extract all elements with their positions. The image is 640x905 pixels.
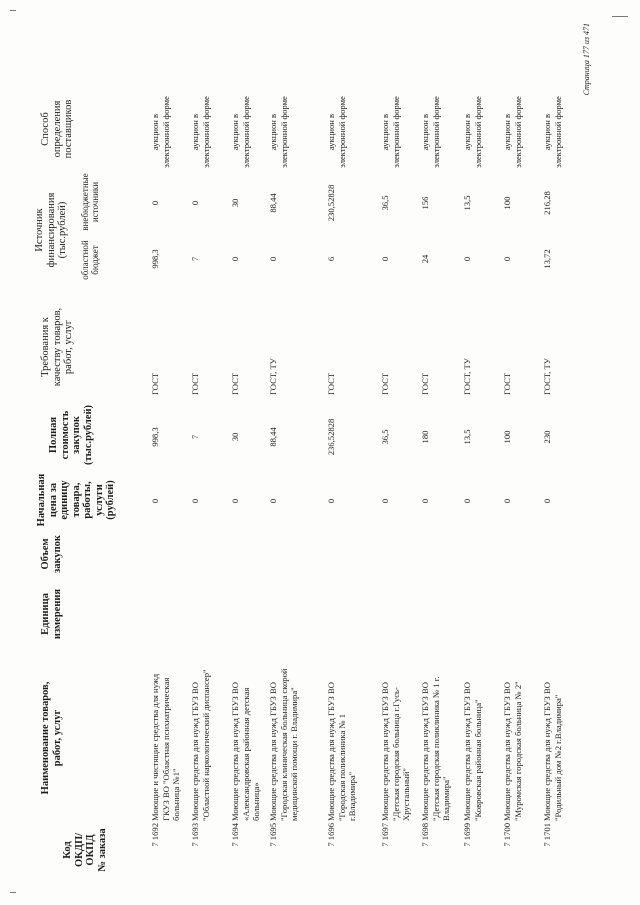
row-regional-budget: 0: [462, 256, 472, 262]
row-unit-price: 0: [502, 498, 512, 504]
row-code: 7 1699: [462, 823, 472, 847]
row-extrabudget: 156: [420, 196, 430, 210]
rotated-table: [22, 21, 622, 883]
row-total-cost: 180: [420, 430, 430, 444]
row-requirements: ГОСТ: [150, 372, 160, 395]
row-requirements: ГОСТ, ТУ: [268, 358, 278, 395]
row-extrabudget: 230,52828: [326, 184, 336, 222]
row-requirements: ГОСТ: [502, 372, 512, 395]
row-name: Моющие средства для нужд ГБУЗ ВО "Ковровская районная больница": [462, 682, 483, 821]
header-method: [40, 93, 152, 165]
row-requirements: ГОСТ, ТУ: [542, 358, 552, 395]
row-code: 7 1701: [542, 823, 552, 847]
row-method: аукцион в электронной форме: [326, 96, 347, 168]
row-requirements: ГОСТ: [326, 372, 336, 395]
row-method: аукцион в электронной форме: [190, 96, 211, 168]
row-method: аукцион в электронной форме: [420, 96, 441, 168]
row-name: Моющие и чистящие средства для нужд ГКУЗ ВО "Областная психиатрическая больница №1": [150, 673, 182, 821]
header-funding-extra: внебюджетные источники: [80, 173, 100, 231]
row-unit-price: 0: [542, 498, 552, 504]
row-regional-budget: 0: [380, 256, 390, 262]
row-method: аукцион в электронной форме: [268, 96, 289, 168]
header-total-cost-line: закупок: [71, 416, 82, 454]
row-regional-budget: 0: [230, 256, 240, 262]
row-total-cost: 88,44: [268, 427, 278, 447]
header-total-cost-line: стоимость: [59, 410, 71, 460]
header-unit-line: Единица: [40, 593, 51, 635]
row-regional-budget: 0: [268, 256, 278, 262]
row-regional-budget: 7: [190, 256, 200, 262]
row-method: аукцион в электронной форме: [230, 96, 251, 168]
header-unit-price-line: услуги: [93, 484, 105, 516]
header-name: [40, 663, 152, 813]
row-method: аукцион в электронной форме: [150, 96, 171, 168]
row-method: аукцион в электронной форме: [380, 96, 401, 168]
header-name-line: работ, услуг: [51, 709, 63, 767]
row-unit-price: 0: [268, 498, 278, 504]
row-total-cost: 236,52828: [326, 418, 336, 456]
header-funding-line: (тыс.рублей): [57, 201, 68, 259]
header-unit-price-line: цена за: [47, 482, 59, 518]
row-unit-price: 0: [190, 498, 200, 504]
row-unit-price: 0: [230, 498, 240, 504]
row-requirements: ГОСТ: [420, 372, 430, 395]
header-code-line: № заказа: [96, 828, 108, 872]
row-total-cost: 36,5: [380, 429, 390, 445]
row-name: Моющие средства для нужд ГБУЗ ВО "Областной наркологический диспансер": [190, 669, 211, 821]
row-code: 7 1693: [190, 823, 200, 847]
header-unit-price-line: работы,: [82, 481, 93, 519]
page-number: Страница 177 из 471: [582, 23, 591, 96]
row-regional-budget: 13,72: [542, 249, 552, 269]
row-total-cost: 30: [230, 432, 240, 442]
header-volume: [40, 531, 152, 577]
row-extrabudget: 30: [230, 198, 240, 208]
row-unit-price: 0: [420, 498, 430, 504]
row-regional-budget: 24: [420, 254, 430, 264]
header-name-line: Наименование товаров,: [40, 681, 51, 795]
row-requirements: ГОСТ: [190, 372, 200, 395]
row-requirements: ГОСТ: [380, 372, 390, 395]
row-regional-budget: 6: [326, 256, 336, 262]
header-requirements: [40, 299, 152, 395]
row-code: 7 1696: [326, 823, 336, 847]
row-total-cost: 13,5: [462, 429, 472, 445]
header-funding-line: Источник: [34, 208, 45, 252]
row-total-cost: 230: [542, 430, 552, 444]
row-regional-budget: 0: [502, 256, 512, 262]
row-unit-price: 0: [326, 498, 336, 504]
header-unit-price-line: (рублей): [105, 480, 116, 520]
header-method-line: поставщиков: [63, 99, 74, 159]
row-total-cost: 100: [502, 430, 512, 444]
row-code: 7 1692: [150, 823, 160, 847]
row-requirements: ГОСТ, ТУ: [462, 358, 472, 395]
header-code-line: ОКПД: [85, 834, 96, 866]
row-method: аукцион в электронной форме: [462, 96, 483, 168]
header-funding-line: финансирования: [45, 192, 57, 268]
header-code-line: ОКДП/: [73, 832, 85, 868]
row-code: 7 1694: [230, 823, 240, 847]
row-name: Моющие средства для нужд ГБУЗ ВО "Муромская городская больница № 2": [502, 681, 523, 821]
header-requirements-line: Требования к: [40, 317, 51, 377]
row-unit-price: 0: [380, 498, 390, 504]
row-total-cost: 998,3: [150, 427, 160, 447]
header-unit: [40, 585, 152, 643]
row-unit-price: 0: [150, 498, 160, 504]
header-requirements-line: работ, услуг: [63, 319, 74, 375]
row-regional-budget: 998,3: [150, 249, 160, 269]
row-name: Моющие средства для нужд ГБУЗ ВО "Городская клиническая больница скорой медицинской помощи г. Владимира": [268, 668, 300, 821]
row-name: Моющие средства для нужд ГБУЗ ВО "Родильный дом №2 г.Владимира": [542, 682, 563, 821]
row-code: 7 1697: [380, 823, 390, 847]
row-method: аукцион в электронной форме: [502, 96, 523, 168]
row-unit-price: 0: [462, 498, 472, 504]
row-extrabudget: 36,5: [380, 195, 390, 211]
header-unit-price-line: товара,: [70, 482, 82, 518]
page-edge-mark: [10, 892, 16, 893]
header-volume-line: Объем: [40, 538, 51, 570]
row-name: Моющие средства для нужд ГБУЗ ВО "Детская городская поликлиника № 1 г. Владимира": [420, 676, 452, 821]
header-unit-price: [36, 473, 148, 527]
header-unit-price-line: Начальная: [36, 473, 47, 527]
header-total-cost: [48, 401, 160, 469]
header-method-line: Способ: [40, 112, 51, 146]
header-code-line: Код: [62, 841, 73, 859]
row-extrabudget: 216,28: [542, 191, 552, 215]
row-code: 7 1698: [420, 823, 430, 847]
page-edge-mark: [612, 16, 628, 17]
header-unit-price-line: единицу: [59, 480, 70, 520]
row-name: Моющие средства для нужд ГБУЗ ВО «Александровская районная детская больница»: [230, 682, 262, 821]
header-funding-regional: областной бюджет: [80, 240, 100, 280]
row-extrabudget: 100: [502, 196, 512, 210]
header-method-line: определения: [51, 100, 63, 158]
row-extrabudget: 13,5: [462, 195, 472, 211]
row-extrabudget: 0: [150, 200, 160, 206]
page-edge-mark: [10, 10, 16, 11]
header-requirements-line: качеству товаров,: [51, 307, 63, 387]
row-requirements: ГОСТ: [230, 372, 240, 395]
row-extrabudget: 88,44: [268, 193, 278, 213]
row-name: Моющие средства для нужд ГБУЗ ВО "Детская городская больница г.Гусь-Хрустальный": [380, 682, 412, 821]
header-volume-line: закупок: [51, 535, 63, 573]
row-extrabudget: 0: [190, 200, 200, 206]
row-code: 7 1695: [268, 823, 278, 847]
row-total-cost: 7: [190, 434, 200, 440]
header-total-cost-line: (тыс.рублей): [82, 404, 94, 466]
row-code: 7 1700: [502, 823, 512, 847]
row-method: аукцион в электронной форме: [542, 96, 563, 168]
header-unit-line: измерения: [51, 588, 63, 640]
row-name: Моющие средства для нужд ГБУЗ ВО "Городская поликлиника № 1 г.Владимира": [326, 682, 358, 821]
header-total-cost-line: Полная: [48, 416, 59, 454]
